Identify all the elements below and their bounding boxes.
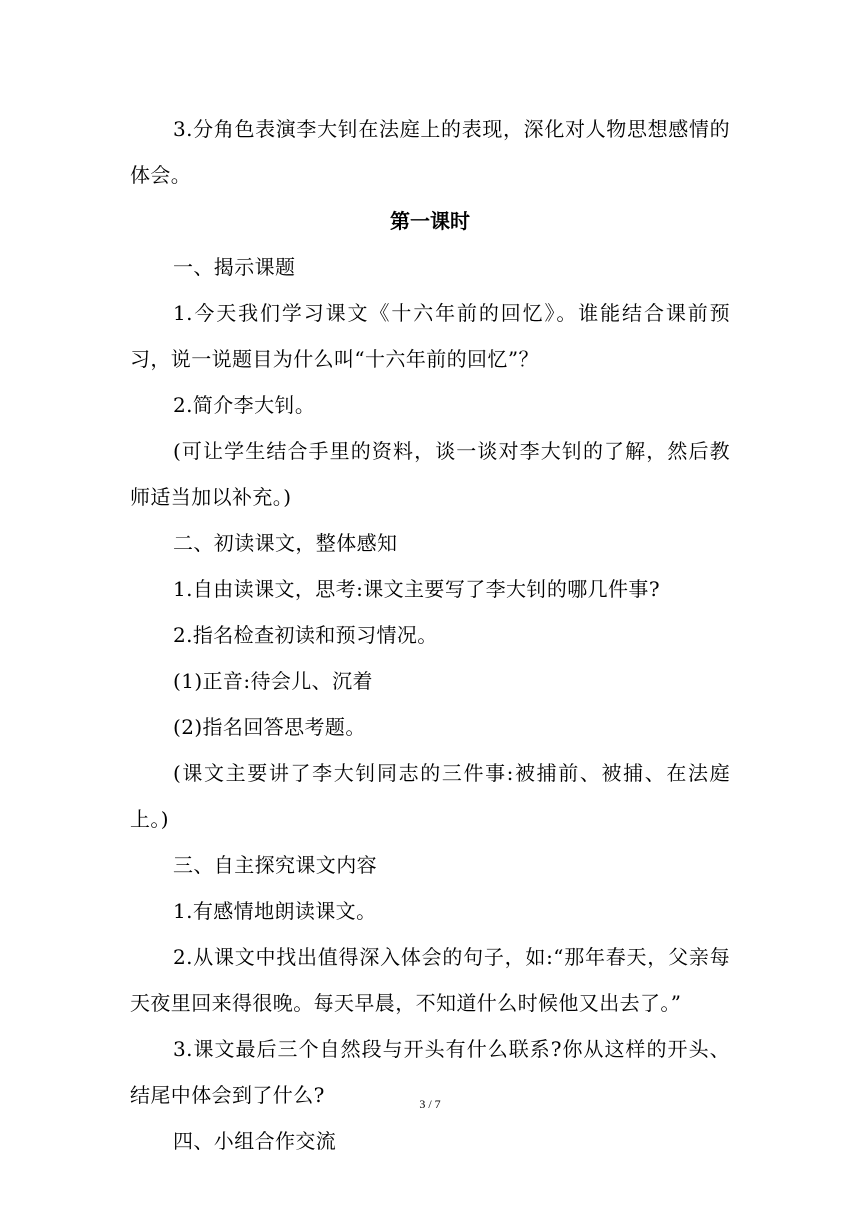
page-content: [130, 106, 730, 1164]
section-heading: 第一课时: [390, 209, 470, 233]
paragraph: 2.简介李大钊。: [173, 393, 316, 417]
section-title-3: 三、自主探究课文内容: [173, 853, 377, 877]
paragraph: 3.课文最后三个自然段与开头有什么联系?你从这样的开头、结尾中体会到了什么?: [130, 1037, 730, 1107]
paragraph: (1)正音:待会儿、沉着: [173, 669, 373, 693]
section-title-4: 四、小组合作交流: [173, 1129, 337, 1153]
paragraph: 2.从课文中找出值得深入体会的句子，如:“那年春天，父亲每天夜里回来得很晚。每天早晨，不知道什么时候他又出去了。”: [130, 945, 730, 1015]
paragraph-note: (课文主要讲了李大钊同志的三件事:被捕前、被捕、在法庭上。): [130, 761, 730, 831]
paragraph: 1.今天我们学习课文《十六年前的回忆》。谁能结合课前预习，说一说题目为什么叫“十六年前的回忆”？: [130, 301, 730, 371]
objective-paragraph: 3.分角色表演李大钊在法庭上的表现，深化对人物思想感情的体会。: [130, 117, 730, 187]
paragraph: 2.指名检查初读和预习情况。: [173, 623, 438, 647]
paragraph: 1.自由读课文，思考:课文主要写了李大钊的哪几件事?: [173, 577, 660, 601]
paragraph-note: (可让学生结合手里的资料，谈一谈对李大钊的了解，然后教师适当加以补充。): [130, 439, 730, 509]
section-title-2: 二、初读课文，整体感知: [173, 531, 398, 555]
paragraph: (2)指名回答思考题。: [173, 715, 366, 739]
page-number: 3 / 7: [419, 1097, 441, 1111]
paragraph: 1.有感情地朗读课文。: [173, 899, 377, 923]
section-title-1: 一、揭示课题: [173, 255, 296, 279]
